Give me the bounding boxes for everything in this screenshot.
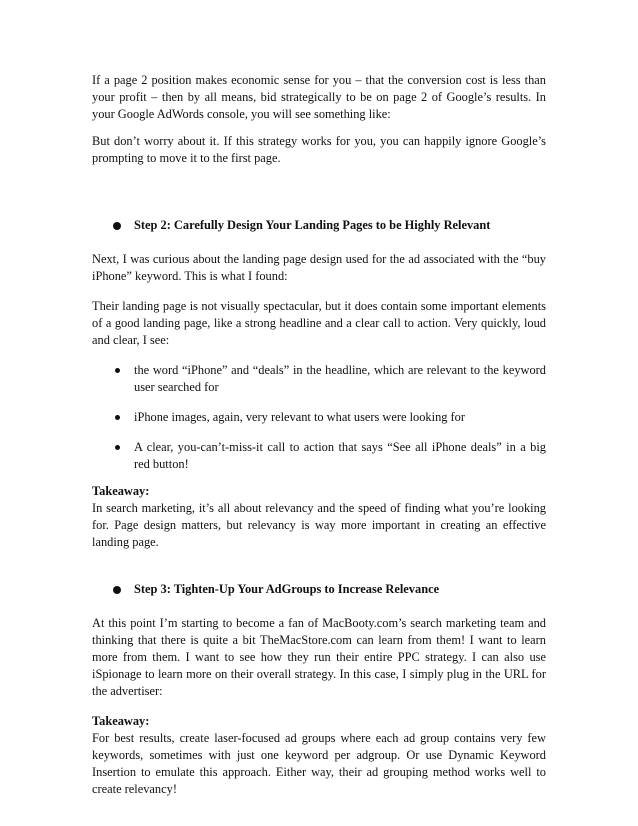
step2-takeaway (92, 483, 546, 551)
takeaway-text: For best results, create laser-focused ad groups where each ad group contains very few keywords, sometimes with just one keyword per adgroup. Or use Dynamic Keyword Insertion to emulate this approach. Either way, their ad grouping method works well to create relevancy! (92, 731, 546, 796)
paragraph-dont-worry: But don’t worry about it. If this strategy works for you, you can happily ignore Google’s prompting to move it to the first page. (92, 134, 546, 165)
bullet-dot-icon (113, 586, 121, 594)
list-item-text: the word “iPhone” and “deals” in the headline, which are relevant to the keyword user searched for (134, 363, 546, 394)
list-item (92, 439, 546, 473)
takeaway-text: In search marketing, it’s all about relevancy and the speed of finding what you’re looking for. Page design matters, but relevancy is way more important in creating an effective landing page. (92, 501, 546, 549)
list-item-text: A clear, you-can’t-miss-it call to action that says “See all iPhone deals” in a big red button! (134, 440, 546, 471)
bullet-dot-icon (115, 368, 120, 373)
bullet-dot-icon (115, 445, 120, 450)
step2-paragraph-landing-page: Their landing page is not visually spectacular, but it does contain some important elements of a good landing page, like a strong headline and a clear call to action. Very quickly, loud and clear, I see: (92, 299, 546, 347)
document-page (92, 72, 546, 798)
bullet-dot-icon (113, 222, 121, 230)
step2-paragraph-curious: Next, I was curious about the landing page design used for the ad associated with the “buy iPhone” keyword. This is what I found: (92, 252, 546, 283)
list-item (92, 362, 546, 396)
takeaway-label: Takeaway: (92, 484, 150, 498)
step2-heading (113, 217, 546, 234)
list-item-text: iPhone images, again, very relevant to what users were looking for (134, 410, 466, 424)
step2-heading-text: Step 2: Carefully Design Your Landing Pages to be Highly Relevant (134, 218, 491, 232)
list-item (92, 409, 546, 426)
bullet-dot-icon (115, 415, 120, 420)
step2-bullet-list (92, 362, 546, 473)
paragraph-page2-position: If a page 2 position makes economic sense for you – that the conversion cost is less than your profit – then by all means, bid strategically to be on page 2 of Google’s results. In your Google AdWords console, you will see something like: (92, 73, 546, 121)
step3-heading-text: Step 3: Tighten-Up Your AdGroups to Increase Relevance (134, 582, 440, 596)
step3-takeaway (92, 713, 546, 798)
step3-paragraph-fan: At this point I’m starting to become a fan of MacBooty.com’s search marketing team and thinking that there is quite a bit TheMacStore.com can learn from them! I want to learn more from them. I want to see how they run their entire PPC strategy. I can also use iSpionage to learn more on their overall strategy. In this case, I simply plug in the URL for the advertiser: (92, 616, 546, 698)
takeaway-label: Takeaway: (92, 714, 150, 728)
step3-heading (113, 581, 546, 598)
